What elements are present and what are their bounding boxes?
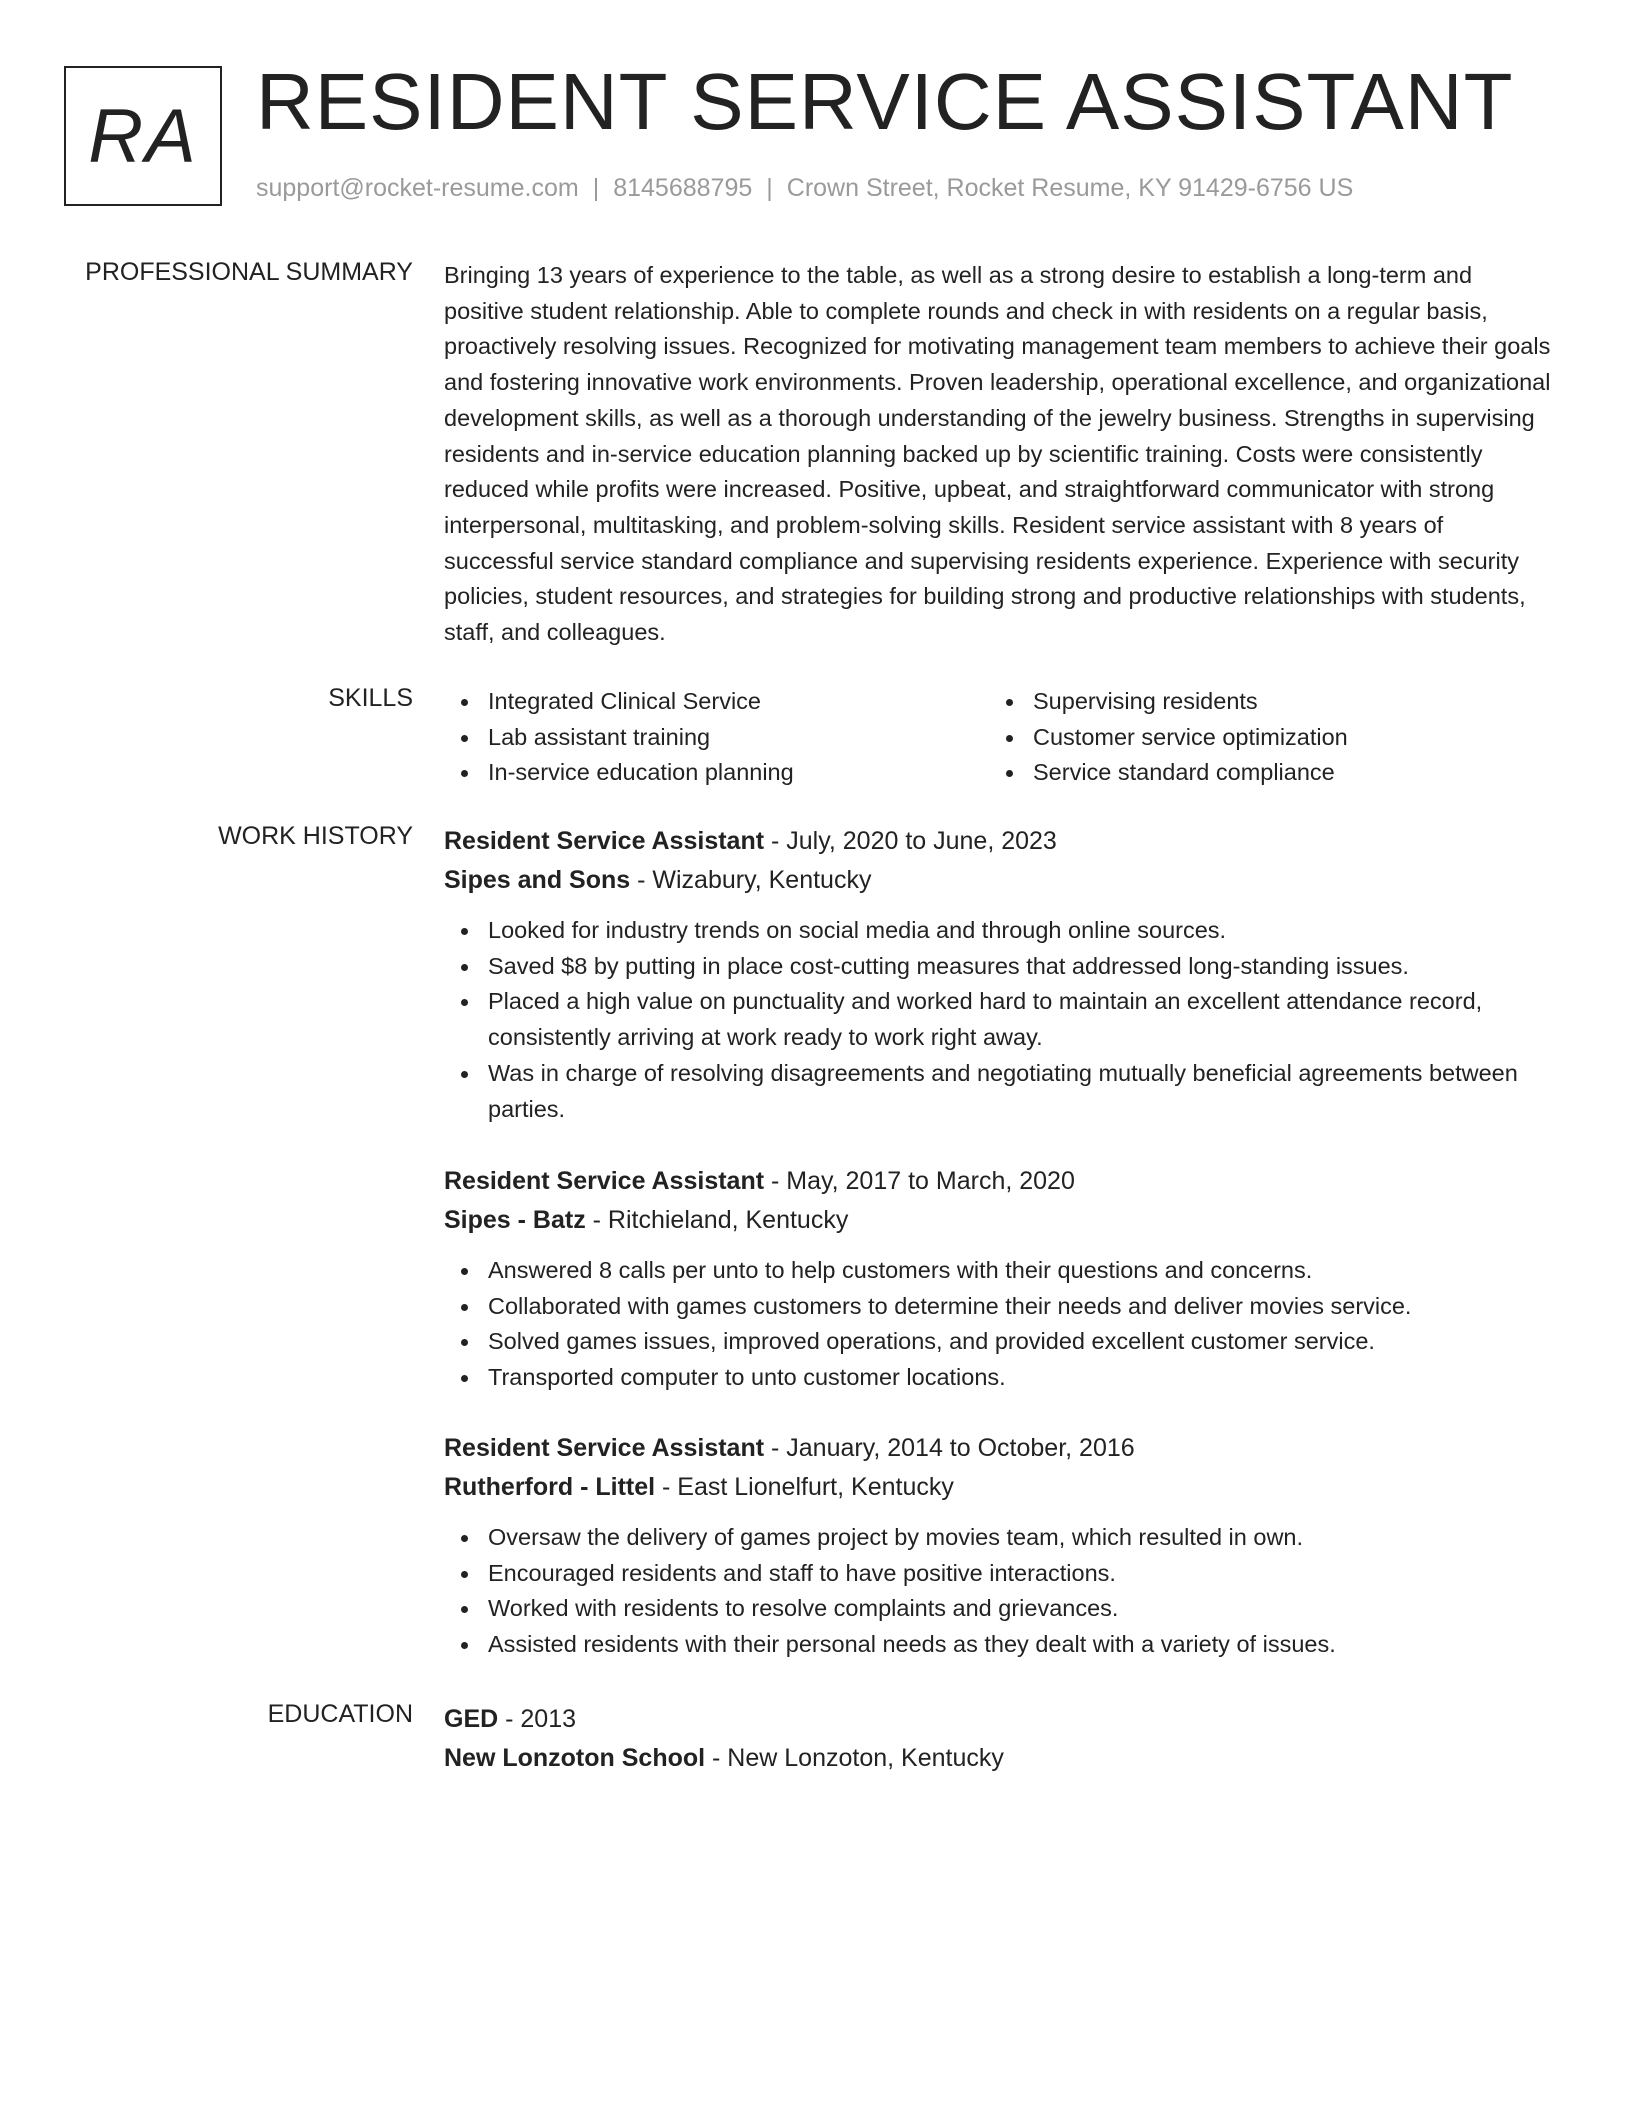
skill-item: Service standard compliance bbox=[989, 755, 1534, 791]
job-company-line bbox=[444, 861, 1554, 899]
job-bullet: Looked for industry trends on social media and through online sources. bbox=[444, 913, 1554, 949]
skills-label: SKILLS bbox=[328, 684, 413, 712]
skill-item: Lab assistant training bbox=[444, 720, 989, 756]
education-location: - New Lonzoton, Kentucky bbox=[705, 1744, 1004, 1772]
summary-label: PROFESSIONAL SUMMARY bbox=[85, 258, 413, 286]
contact-separator: | bbox=[766, 174, 773, 202]
education-school: New Lonzoton School bbox=[444, 1744, 706, 1772]
job-bullet: Assisted residents with their personal needs as they dealt with a variety of issues. bbox=[444, 1627, 1554, 1663]
work-history-label: WORK HISTORY bbox=[218, 822, 413, 850]
skill-item: Supervising residents bbox=[989, 684, 1534, 720]
job-bullets bbox=[444, 913, 1554, 1127]
job-bullet: Was in charge of resolving disagreements and negotiating mutually beneficial agreements between parties. bbox=[444, 1056, 1554, 1127]
job-bullet: Collaborated with games customers to determine their needs and deliver movies service. bbox=[444, 1289, 1554, 1325]
skills-column-right bbox=[989, 684, 1534, 791]
job-bullet: Worked with residents to resolve complaints and grievances. bbox=[444, 1591, 1554, 1627]
education-degree-line bbox=[444, 1700, 1554, 1738]
job-bullets bbox=[444, 1253, 1554, 1396]
job-bullet: Oversaw the delivery of games project by movies team, which resulted in own. bbox=[444, 1520, 1554, 1556]
contact-address: Crown Street, Rocket Resume, KY 91429-6756 US bbox=[786, 174, 1354, 202]
education-degree: GED bbox=[444, 1705, 499, 1733]
job-title-line bbox=[444, 822, 1554, 860]
job-company: Sipes and Sons bbox=[444, 866, 631, 894]
job-location: - East Lionelfurt, Kentucky bbox=[655, 1473, 954, 1501]
job-company: Sipes - Batz bbox=[444, 1206, 586, 1234]
summary-body bbox=[444, 258, 1554, 651]
skills-column-left bbox=[444, 684, 989, 791]
education-school-line bbox=[444, 1739, 1554, 1777]
job-company-line bbox=[444, 1468, 1554, 1506]
education-label: EDUCATION bbox=[267, 1700, 413, 1728]
job-location: - Ritchieland, Kentucky bbox=[585, 1206, 849, 1234]
job-bullets bbox=[444, 1520, 1554, 1663]
job-dates: - January, 2014 to October, 2016 bbox=[764, 1434, 1135, 1462]
job-bullet: Transported computer to unto customer locations. bbox=[444, 1360, 1554, 1396]
skill-item: In-service education planning bbox=[444, 755, 989, 791]
job-title: Resident Service Assistant bbox=[444, 827, 765, 855]
contact-line bbox=[256, 174, 1353, 203]
contact-phone[interactable]: 8145688795 bbox=[613, 174, 753, 202]
job-title: Resident Service Assistant bbox=[444, 1167, 765, 1195]
education-body bbox=[444, 1700, 1554, 1777]
skills-list bbox=[444, 684, 1554, 791]
job-location: - Wizabury, Kentucky bbox=[630, 866, 872, 894]
contact-separator: | bbox=[592, 174, 600, 202]
job-dates: - July, 2020 to June, 2023 bbox=[764, 827, 1057, 855]
job-entry bbox=[444, 1162, 1554, 1396]
job-dates: - May, 2017 to March, 2020 bbox=[764, 1167, 1075, 1195]
job-title-line bbox=[444, 1429, 1554, 1467]
job-bullet: Answered 8 calls per unto to help customers with their questions and concerns. bbox=[444, 1253, 1554, 1289]
monogram-logo: RA bbox=[64, 66, 222, 206]
resume-title: RESIDENT SERVICE ASSISTANT bbox=[256, 57, 1514, 146]
skill-item: Integrated Clinical Service bbox=[444, 684, 989, 720]
job-title: Resident Service Assistant bbox=[444, 1434, 765, 1462]
contact-email[interactable]: support@rocket-resume.com bbox=[256, 174, 579, 202]
job-bullet: Saved $8 by putting in place cost-cutting measures that addressed long-standing issues. bbox=[444, 949, 1554, 985]
job-entry bbox=[444, 822, 1554, 1127]
job-company: Rutherford - Littel bbox=[444, 1473, 656, 1501]
job-company-line bbox=[444, 1201, 1554, 1239]
summary-text: Bringing 13 years of experience to the table, as well as a strong desire to establish a long-term and positive student relationship. Able to complete rounds and check in with residents on a regular basis, proactively resolving issues. Recognized for motivating management team members to achieve their goals and fostering innovative work environments. Proven leadership, operational excellence, and organizational development skills, as well as a thorough understanding of the jewelry business. Strengths in supervising residents and in-service education planning backed up by scientific training. Costs were consistently reduced while profits were increased. Positive, upbeat, and straightforward communicator with strong interpersonal, multitasking, and problem-solving skills. Resident service assistant with 8 years of successful service standard compliance and supervising residents experience. Experience with security policies, student resources, and strategies for building strong and productive relationships with students, staff, and colleagues. bbox=[444, 262, 1551, 646]
skill-item: Customer service optimization bbox=[989, 720, 1534, 756]
education-year: - 2013 bbox=[498, 1705, 577, 1733]
job-title-line bbox=[444, 1162, 1554, 1200]
job-bullet: Solved games issues, improved operations, and provided excellent customer service. bbox=[444, 1324, 1554, 1360]
job-bullet: Placed a high value on punctuality and worked hard to maintain an excellent attendance record, consistently arriving at work ready to work right away. bbox=[444, 984, 1554, 1055]
job-entry bbox=[444, 1429, 1554, 1663]
job-bullet: Encouraged residents and staff to have positive interactions. bbox=[444, 1556, 1554, 1592]
